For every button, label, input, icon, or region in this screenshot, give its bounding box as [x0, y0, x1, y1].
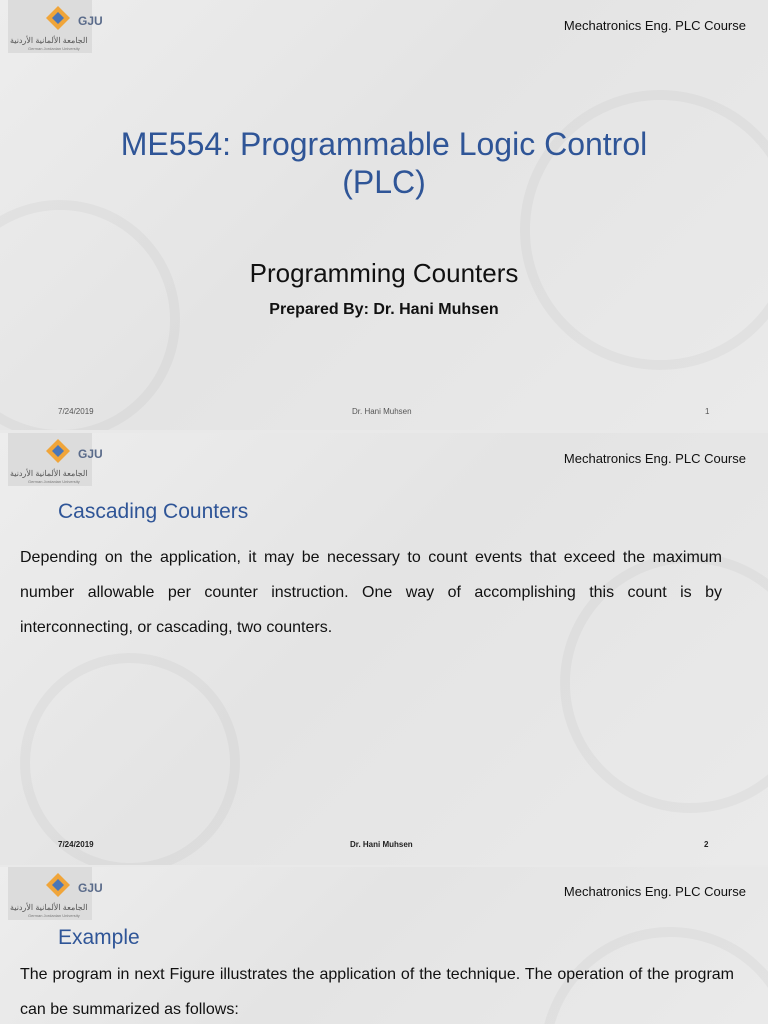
- logo-arabic: الجامعة الألمانية الأردنية: [10, 36, 88, 45]
- gju-logo-icon: [45, 5, 71, 31]
- course-label: Mechatronics Eng. PLC Course: [563, 451, 746, 466]
- logo-english: German Jordanian University: [28, 46, 80, 51]
- logo-arabic: الجامعة الألمانية الأردنية: [10, 469, 88, 478]
- slide-subtitle: Programming Counters: [249, 258, 519, 288]
- prepared-by: Prepared By: Dr. Hani Muhsen: [269, 301, 499, 318]
- slide-3: [0, 867, 768, 1024]
- course-label: Mechatronics Eng. PLC Course: [563, 18, 746, 33]
- slide-1: [0, 0, 768, 430]
- gju-logo: [8, 867, 103, 920]
- slide-heading: Cascading Counters: [58, 500, 249, 523]
- slide-heading: Example: [58, 926, 140, 949]
- footer-author: Dr. Hani Muhsen: [352, 407, 412, 416]
- slide-body: Depending on the application, it may be necessary to count events that exceed the maximum number allowable per counter instruction. One way of accomplishing this count is by interconnecting, or cascading, two counters.: [20, 549, 722, 636]
- footer-date: 7/24/2019: [58, 407, 94, 416]
- logo-abbr: GJU: [78, 881, 103, 895]
- logo-arabic: الجامعة الألمانية الأردنية: [10, 903, 88, 912]
- gju-logo: [8, 0, 103, 53]
- gju-logo-icon: [45, 872, 71, 898]
- slide-body: The program in next Figure illustrates the application of the technique. The operation of the program can be summarized as follows:: [20, 966, 734, 1018]
- slide-title: [0, 125, 768, 201]
- title-line-1: ME554: Programmable Logic Control: [120, 126, 648, 162]
- title-line-2: (PLC): [342, 164, 426, 200]
- footer-page: 1: [705, 407, 710, 416]
- course-label: Mechatronics Eng. PLC Course: [563, 884, 746, 899]
- logo-abbr: GJU: [78, 447, 103, 461]
- footer-date: 7/24/2019: [58, 840, 94, 849]
- slide-2: [0, 433, 768, 865]
- gju-logo: [8, 433, 103, 486]
- logo-abbr: GJU: [78, 14, 103, 28]
- logo-english: German Jordanian University: [28, 913, 80, 918]
- gju-logo-icon: [45, 438, 71, 464]
- footer-author: Dr. Hani Muhsen: [350, 840, 413, 849]
- logo-english: German Jordanian University: [28, 479, 80, 484]
- footer-page: 2: [704, 840, 709, 849]
